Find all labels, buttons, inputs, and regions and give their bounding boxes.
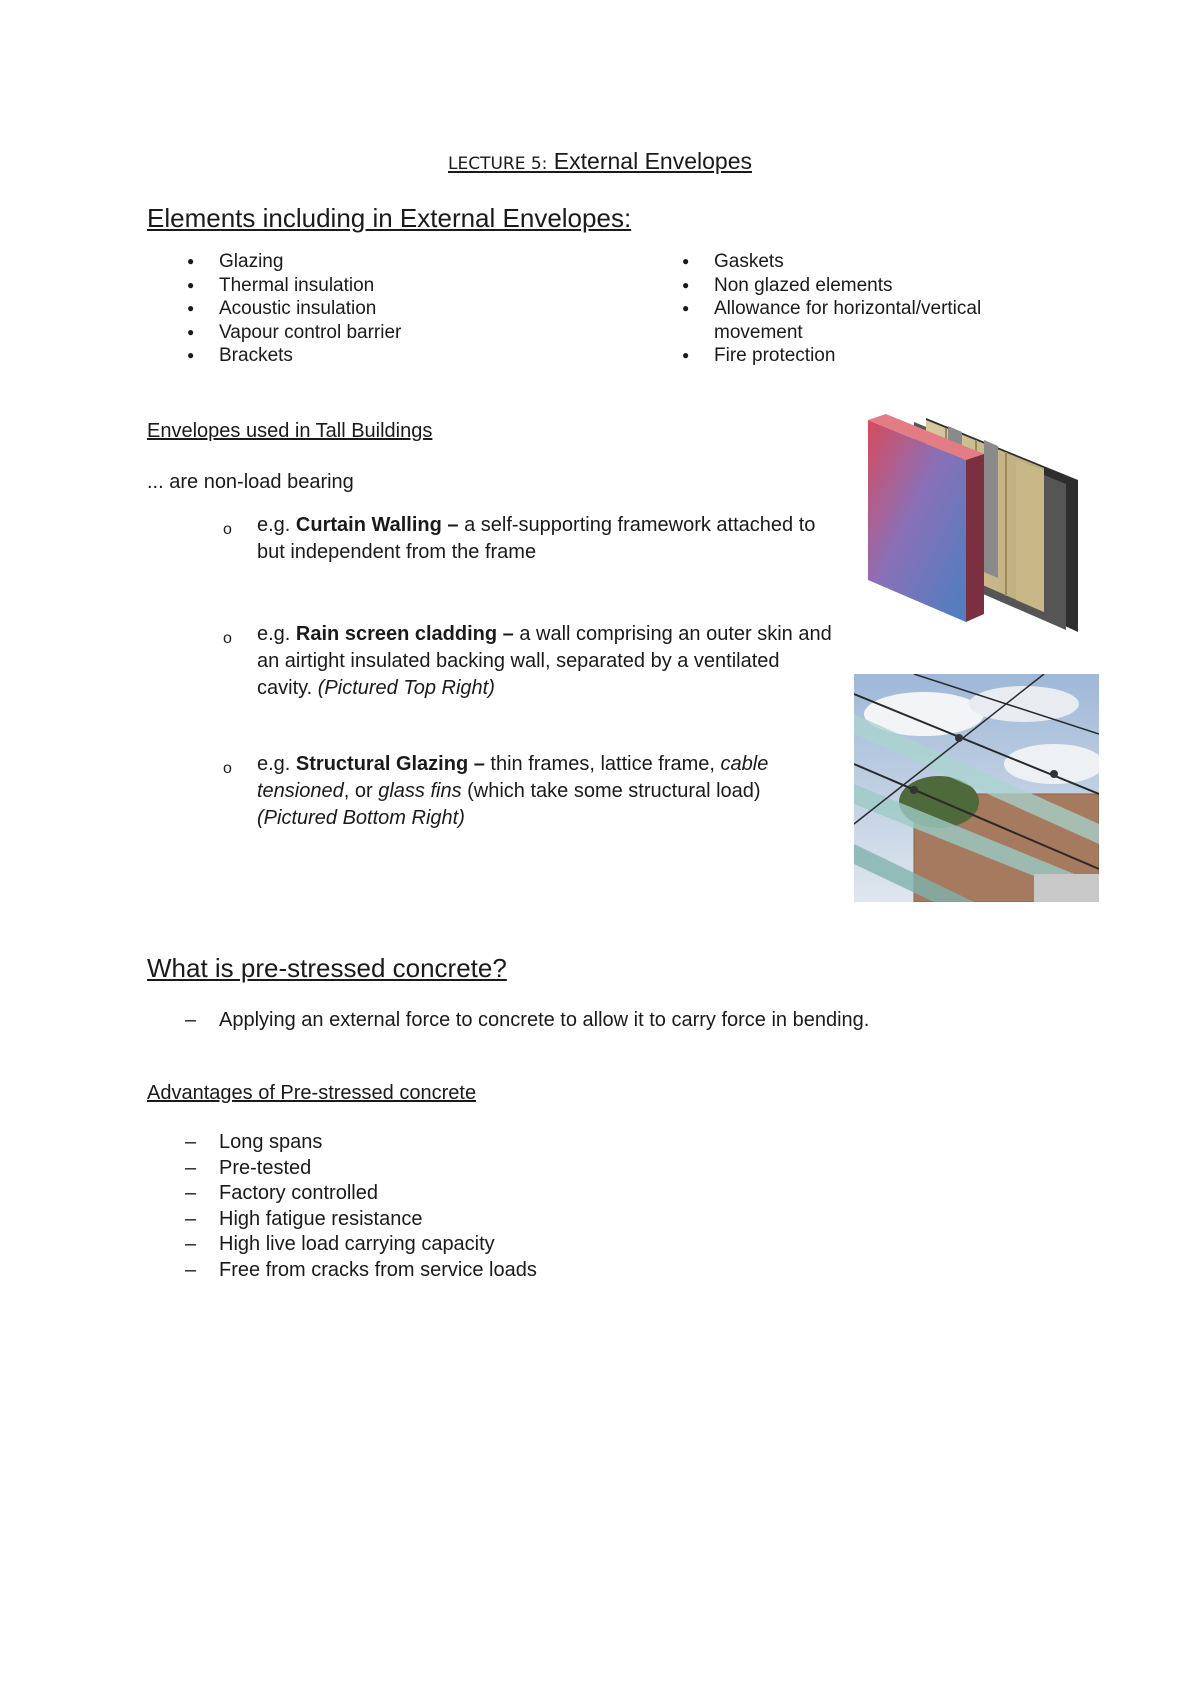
prestressed-heading: What is pre-stressed concrete? xyxy=(147,953,507,983)
list-item: ● Acoustic insulation xyxy=(147,297,607,321)
structural-glazing-item xyxy=(223,751,837,832)
rain-screen-item xyxy=(223,621,837,702)
definition: , or xyxy=(343,780,379,802)
definition: a self-supporting framework attached to but independent from the frame xyxy=(257,514,816,563)
caption-note: (Pictured Top Right) xyxy=(317,677,495,699)
page-title xyxy=(0,148,1200,175)
structural-glazing-image xyxy=(854,674,1099,902)
list-item: – Factory controlled xyxy=(147,1181,947,1207)
list-item: – Applying an external force to concrete to allow it to carry force in bending. xyxy=(147,1008,1107,1034)
definition: (which take some structural load) xyxy=(461,780,761,802)
elements-heading: Elements including in External Envelopes: xyxy=(147,203,632,233)
list-item: – Pre-tested xyxy=(147,1156,947,1182)
list-item: ● Fire protection xyxy=(642,344,1012,368)
title-prefix: LECTURE 5: xyxy=(448,154,548,174)
list-item: – High live load carrying capacity xyxy=(147,1232,947,1258)
definition-italic: glass fins xyxy=(378,780,462,802)
term: Structural Glazing – xyxy=(295,753,485,775)
list-item: – Long spans xyxy=(147,1130,947,1156)
list-item: ● Allowance for horizontal/vertical movement xyxy=(642,297,1012,344)
list-marker: o xyxy=(223,630,232,647)
definition: thin frames, lattice frame, xyxy=(484,753,721,775)
list-item: ● Non glazed elements xyxy=(642,274,1012,298)
list-item: ● Thermal insulation xyxy=(147,274,607,298)
list-item: – Free from cracks from service loads xyxy=(147,1258,947,1284)
definition-list xyxy=(147,1008,1107,1034)
curtain-walling-item xyxy=(223,512,817,566)
definition-italic: cable tensioned xyxy=(257,753,769,802)
eg-label: e.g. xyxy=(257,623,296,645)
caption-note: (Pictured Bottom Right) xyxy=(257,807,465,829)
list-item: ● Glazing xyxy=(147,250,607,274)
elements-left-list xyxy=(147,250,607,368)
envelopes-heading: Envelopes used in Tall Buildings xyxy=(147,420,433,442)
elements-right-list xyxy=(642,250,1012,368)
list-marker: o xyxy=(223,760,232,777)
eg-label: e.g. xyxy=(257,753,296,775)
advantages-heading: Advantages of Pre-stressed concrete xyxy=(147,1082,477,1104)
term: Curtain Walling – xyxy=(295,514,459,536)
advantages-list xyxy=(147,1130,947,1283)
title-main: External Envelopes xyxy=(547,148,752,174)
list-item: – High fatigue resistance xyxy=(147,1207,947,1233)
eg-label: e.g. xyxy=(257,514,296,536)
definition: a wall comprising an outer skin and an airtight insulated backing wall, separated by a ventilated cavity. xyxy=(257,623,832,699)
list-marker: o xyxy=(223,521,232,538)
list-item: ● Gaskets xyxy=(642,250,1012,274)
list-item: ● Vapour control barrier xyxy=(147,321,607,345)
list-item: ● Brackets xyxy=(147,344,607,368)
envelopes-intro: ... are non-load bearing xyxy=(147,471,354,493)
rain-screen-cladding-image xyxy=(866,412,1086,642)
term: Rain screen cladding – xyxy=(295,623,514,645)
